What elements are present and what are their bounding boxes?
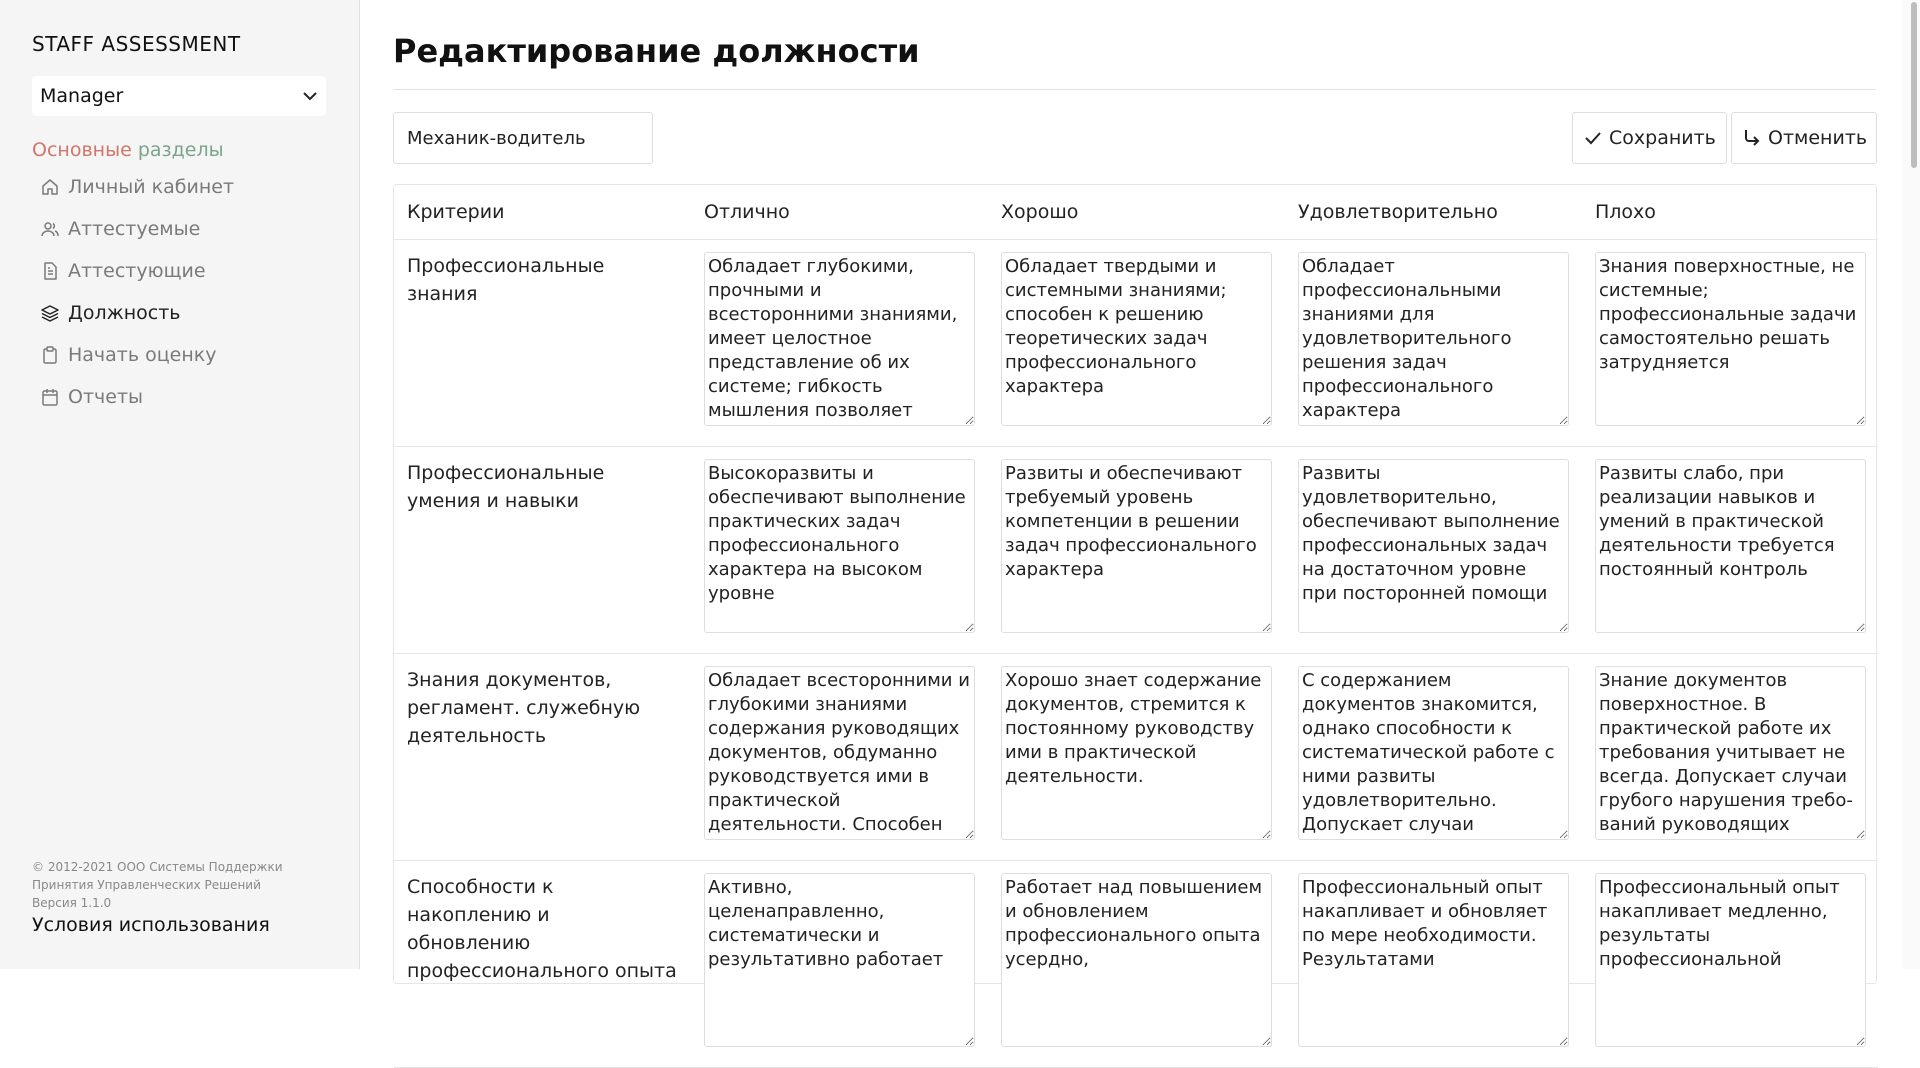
nav-section-title-word-2: разделы: [137, 139, 224, 161]
check-icon: [1585, 129, 1601, 147]
sidebar-item-label: Личный кабинет: [68, 176, 235, 198]
cell-satisfactory: [1285, 239, 1582, 446]
title-divider: [393, 89, 1876, 90]
save-button[interactable]: [1572, 112, 1727, 164]
clipboard-icon: [40, 345, 60, 365]
cell-satisfactory: [1285, 860, 1582, 1067]
terms-link[interactable]: Условия использования: [32, 914, 270, 936]
column-header-good: Хорошо: [988, 185, 1285, 239]
criterion-name: Способности к накоплению и обновлению профессионального опыта: [394, 860, 691, 1067]
chevron-down-icon: [302, 88, 318, 104]
cell-poor: [1582, 446, 1878, 653]
table-row: [394, 446, 1878, 653]
sidebar-footer: [32, 858, 332, 912]
cell-excellent: [691, 860, 988, 1067]
cancel-button-label: Отменить: [1768, 127, 1868, 149]
position-name-input[interactable]: [393, 112, 653, 164]
excellent-description-textarea[interactable]: [704, 459, 975, 633]
poor-description-textarea[interactable]: [1595, 252, 1866, 426]
sidebar-item-position[interactable]: [40, 292, 234, 334]
cell-satisfactory: [1285, 653, 1582, 860]
sidebar-item-personal-account[interactable]: [40, 166, 234, 208]
satisfactory-description-textarea[interactable]: [1298, 666, 1569, 840]
home-icon: [40, 177, 60, 197]
poor-description-textarea[interactable]: [1595, 666, 1866, 840]
sidebar-item-assessors[interactable]: [40, 250, 234, 292]
cell-excellent: [691, 446, 988, 653]
sidebar-item-label: Отчеты: [68, 386, 144, 408]
table-row: [394, 860, 1878, 1067]
nav-section-title-word-1: Основные: [32, 139, 132, 161]
page-scrollbar-thumb[interactable]: [1911, 2, 1917, 168]
layers-icon: [40, 303, 60, 323]
main-content: [361, 0, 1902, 982]
excellent-description-textarea[interactable]: [704, 873, 975, 1047]
role-select[interactable]: [32, 76, 326, 116]
criterion-name: Профессиональные знания: [394, 239, 691, 446]
poor-description-textarea[interactable]: [1595, 459, 1866, 633]
save-button-label: Сохранить: [1609, 127, 1716, 149]
sidebar-item-reports[interactable]: [40, 376, 234, 418]
poor-description-textarea[interactable]: [1595, 873, 1866, 1047]
criterion-name: Знания документов, регламент. служебную деятельность: [394, 653, 691, 860]
nav-section-title: [32, 139, 224, 161]
version-text: Версия 1.1.0: [32, 896, 112, 910]
cell-good: [988, 446, 1285, 653]
good-description-textarea[interactable]: [1001, 252, 1272, 426]
cell-excellent: [691, 653, 988, 860]
app-brand: STAFF ASSESSMENT: [32, 32, 241, 56]
cell-poor: [1582, 653, 1878, 860]
table-row: [394, 239, 1878, 446]
cell-good: [988, 860, 1285, 1067]
criterion-name: Профессиональные умения и навыки: [394, 446, 691, 653]
document-icon: [40, 261, 60, 281]
copyright-text: © 2012-2021 ООО Системы Поддержки Принятия Управленческих Решений: [32, 860, 283, 892]
excellent-description-textarea[interactable]: [704, 252, 975, 426]
satisfactory-description-textarea[interactable]: [1298, 873, 1569, 1047]
sidebar-item-label: Начать оценку: [68, 344, 217, 366]
cell-excellent: [691, 239, 988, 446]
criteria-table: [393, 184, 1877, 984]
sidebar-item-label: Аттестующие: [68, 260, 206, 282]
cell-poor: [1582, 239, 1878, 446]
cell-satisfactory: [1285, 446, 1582, 653]
sidebar: [0, 0, 360, 969]
good-description-textarea[interactable]: [1001, 873, 1272, 1047]
good-description-textarea[interactable]: [1001, 666, 1272, 840]
column-header-criteria: Критерии: [394, 185, 691, 239]
cell-good: [988, 653, 1285, 860]
sidebar-item-label: Должность: [68, 302, 181, 324]
return-arrow-icon: [1744, 129, 1760, 147]
sidebar-item-start-assessment[interactable]: [40, 334, 234, 376]
cell-good: [988, 239, 1285, 446]
sidebar-item-assessees[interactable]: [40, 208, 234, 250]
table-header-row: [394, 185, 1878, 239]
cell-poor: [1582, 860, 1878, 1067]
sidebar-nav: [40, 166, 234, 418]
users-icon: [40, 219, 60, 239]
column-header-excellent: Отлично: [691, 185, 988, 239]
table-row: [394, 653, 1878, 860]
role-select-value: Manager: [40, 85, 124, 107]
sidebar-item-label: Аттестуемые: [68, 218, 201, 240]
satisfactory-description-textarea[interactable]: [1298, 459, 1569, 633]
column-header-poor: Плохо: [1582, 185, 1878, 239]
cancel-button[interactable]: [1731, 112, 1877, 164]
column-header-satisfactory: Удовлетворительно: [1285, 185, 1582, 239]
excellent-description-textarea[interactable]: [704, 666, 975, 840]
good-description-textarea[interactable]: [1001, 459, 1272, 633]
page-title: Редактирование должности: [393, 32, 920, 70]
satisfactory-description-textarea[interactable]: [1298, 252, 1569, 426]
calendar-icon: [40, 387, 60, 407]
